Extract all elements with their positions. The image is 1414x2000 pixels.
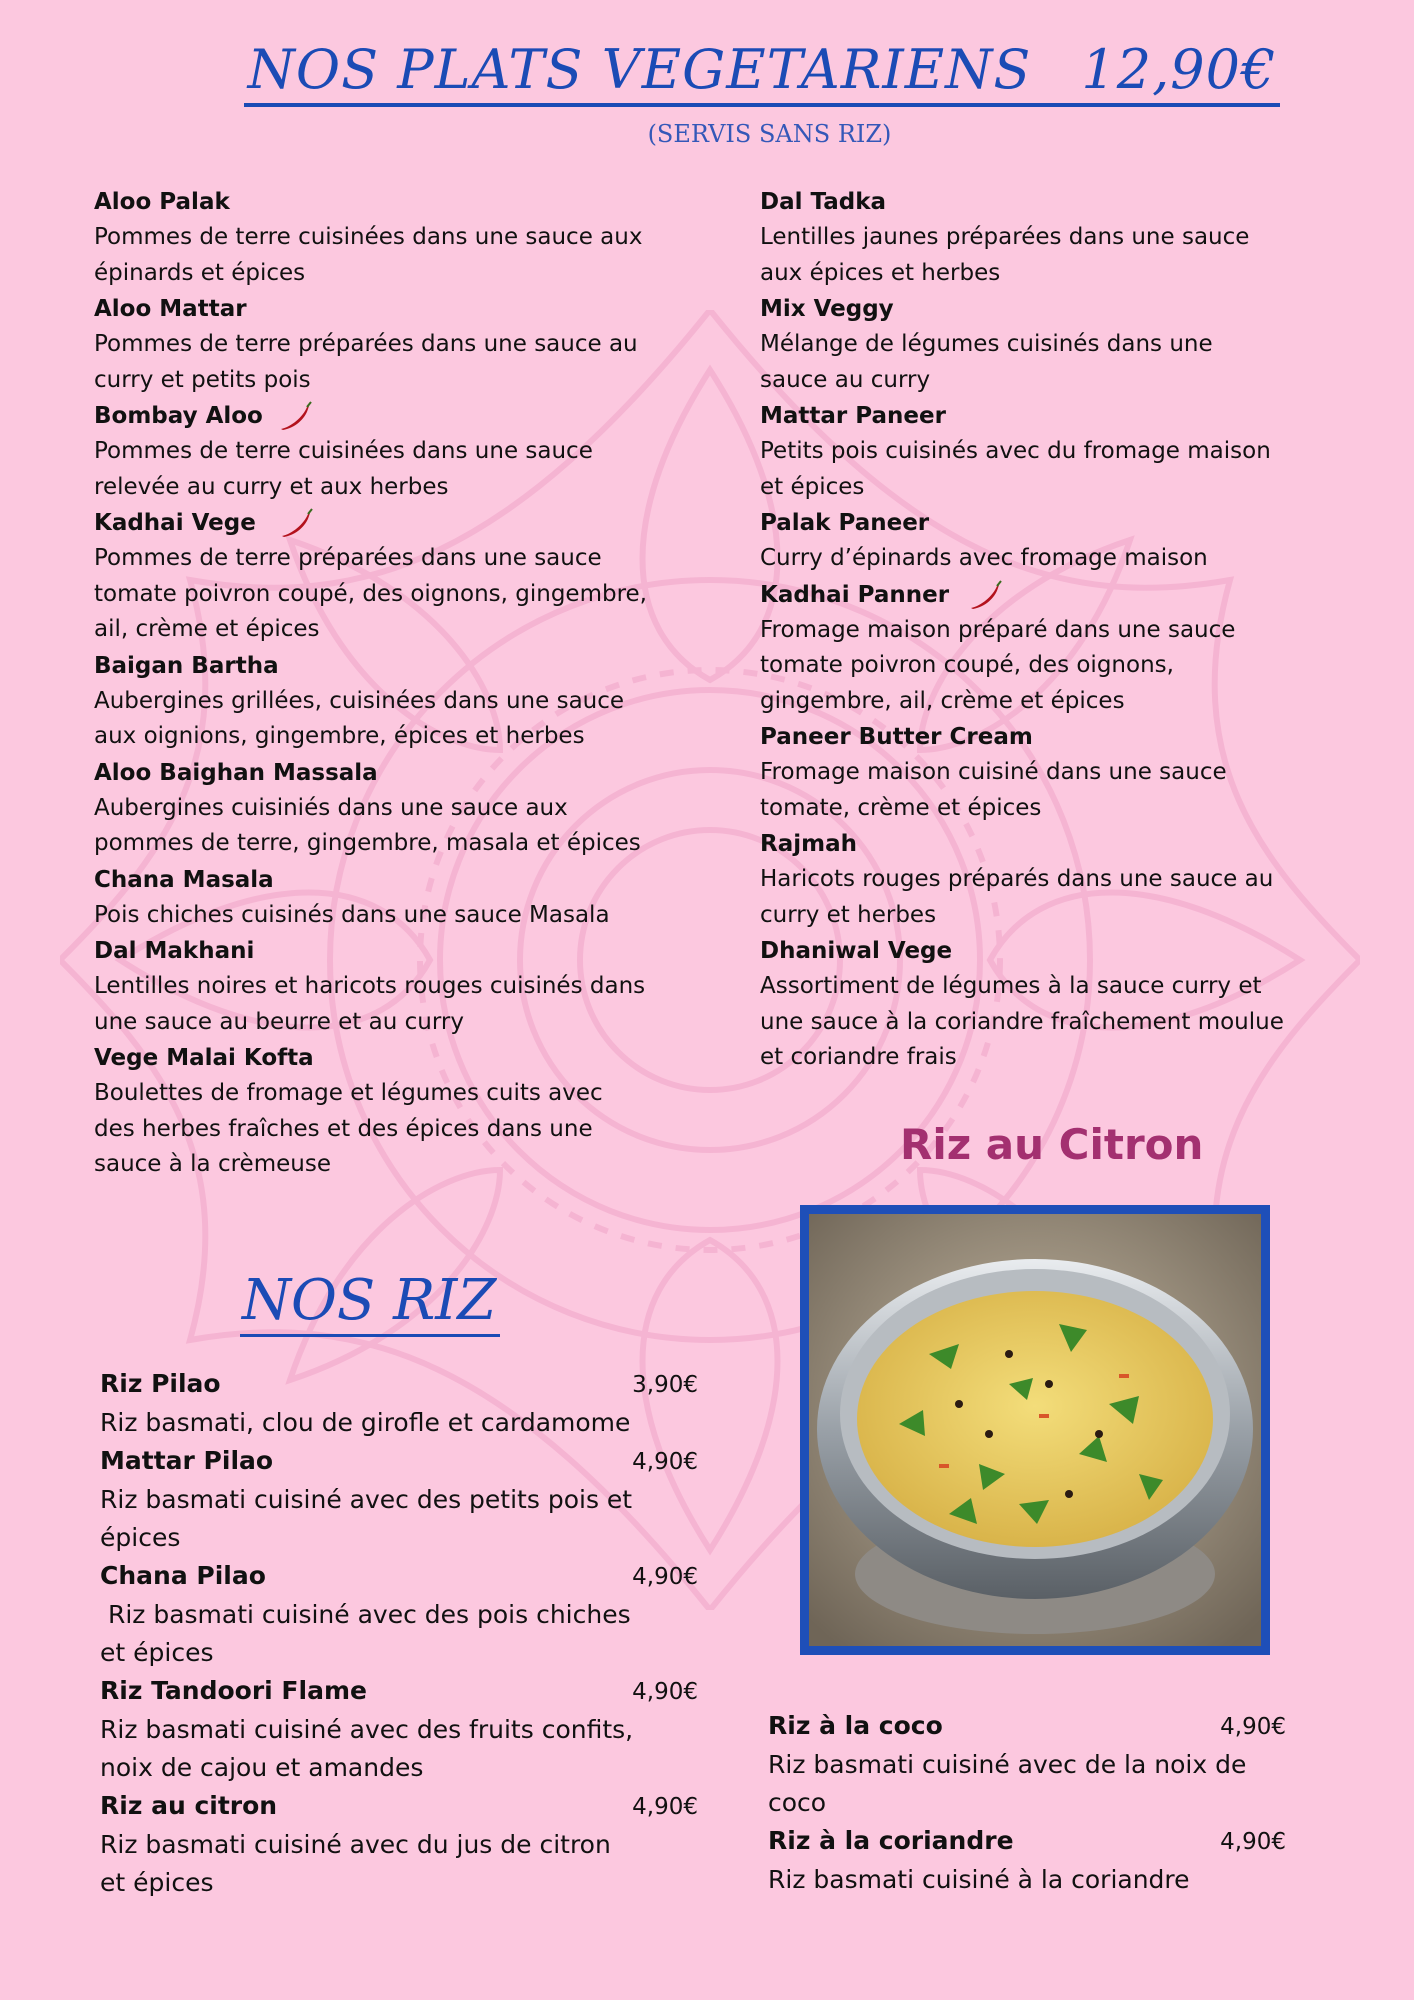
rice-name: Mattar Pilao (100, 1446, 274, 1475)
rice-price: 4,90€ (632, 1449, 698, 1475)
dish-item (94, 755, 694, 862)
feature-title: Riz au Citron (900, 1120, 1204, 1169)
dish-name (94, 862, 694, 898)
dish-item (760, 933, 1300, 1076)
dish-item (760, 505, 1300, 577)
dish-name (760, 933, 1300, 969)
rice-item (100, 1365, 700, 1442)
rice-item (768, 1707, 1288, 1822)
rice-item (100, 1787, 700, 1902)
dish-item (760, 719, 1300, 826)
rice-desc-line: Riz basmati cuisiné avec des petits pois et (100, 1485, 633, 1514)
dish-desc-line: ail, crème et épices (94, 616, 320, 642)
dish-desc-line: Assortiment de légumes à la sauce curry et (760, 973, 1262, 999)
dish-name (760, 826, 1300, 862)
dish-name-text: Chana Masala (94, 866, 274, 893)
dish-item (760, 826, 1300, 933)
dish-name (760, 719, 1300, 755)
dish-item (94, 862, 694, 934)
dish-desc-line: une sauce au beurre et au curry (94, 1008, 464, 1035)
dish-desc-line: Fromage maison cuisiné dans une sauce (760, 759, 1227, 785)
dish-desc-line: Petits pois cuisinés avec du fromage maison (760, 438, 1271, 464)
dish-desc-line: Aubergines cuisiniés dans une sauce aux (94, 794, 568, 821)
dish-name (94, 291, 694, 327)
dish-desc-line: curry et petits pois (94, 366, 311, 393)
dish-desc-line: sauce à la crèmeuse (94, 1151, 331, 1177)
right-dish-column (760, 184, 1300, 1076)
chili-pepper-icon (277, 401, 313, 431)
dish-name-text: Aloo Mattar (94, 296, 247, 322)
rice-desc-line: Riz basmati cuisiné à la coriandre (768, 1865, 1190, 1894)
dish-description (760, 969, 1300, 1076)
dish-name (760, 291, 1300, 327)
dish-desc-line: Pommes de terre cuisinées dans une sauce (94, 438, 593, 464)
dish-name-text: Baigan Bartha (94, 652, 279, 679)
dish-desc-line: aux oignions, gingembre, épices et herbes (94, 723, 585, 749)
rice-price: 4,90€ (632, 1679, 698, 1705)
page-title (244, 38, 1281, 107)
dish-description (94, 898, 694, 934)
header (0, 38, 1414, 107)
dish-desc-line: une sauce à la coriandre fraîchement moulue (760, 1008, 1284, 1035)
rice-desc-line: Riz basmati cuisiné avec des fruits confits, (100, 1715, 634, 1744)
dish-description (94, 541, 694, 648)
dish-desc-line: des herbes fraîches et des épices dans une (94, 1115, 593, 1142)
rice-photo (800, 1205, 1270, 1655)
rice-desc-line: noix de cajou et amandes (100, 1753, 424, 1782)
rice-item (100, 1557, 700, 1672)
dish-desc-line: Pommes de terre cuisinées dans une sauce aux (94, 224, 643, 250)
dish-name-text: Aloo Baighan Massala (94, 759, 378, 786)
dish-desc-line: Lentilles noires et haricots rouges cuisinés dans (94, 973, 646, 999)
rice-desc-line: Riz basmati cuisiné avec des pois chiches (100, 1600, 631, 1629)
rice-price: 3,90€ (632, 1372, 698, 1398)
dish-item (760, 398, 1300, 505)
dish-desc-line: Pommes de terre préparées dans une sauce au (94, 331, 638, 357)
dish-description (94, 220, 694, 291)
dish-name (760, 577, 1300, 613)
dish-desc-line: aux épices et herbes (760, 259, 1001, 286)
dish-desc-line: gingembre, ail, crème et épices (760, 687, 1125, 714)
rice-name: Riz Tandoori Flame (100, 1676, 367, 1705)
dish-item (94, 505, 694, 648)
dish-description (760, 434, 1300, 505)
dish-name (94, 398, 694, 434)
rice-desc-line: et épices (100, 1868, 214, 1897)
dish-description (760, 541, 1300, 577)
dish-name (760, 184, 1300, 220)
dish-desc-line: Aubergines grillées, cuisinées dans une sauce (94, 687, 625, 714)
dish-desc-line: Boulettes de fromage et légumes cuits avec (94, 1080, 603, 1106)
dish-item (94, 933, 694, 1040)
rice-desc-line: épices (100, 1523, 181, 1552)
dish-item (94, 648, 694, 755)
rice-price: 4,90€ (1220, 1714, 1286, 1740)
rice-price: 4,90€ (1220, 1829, 1286, 1855)
dish-name-text: Dhaniwal Vege (760, 938, 953, 964)
dish-name-text: Vege Malai Kofta (94, 1045, 314, 1071)
dish-desc-line: tomate poivron coupé, des oignons, (760, 652, 1174, 678)
rice-desc-line: Riz basmati cuisiné avec du jus de citron (100, 1830, 611, 1859)
dish-name-text: Rajmah (760, 831, 857, 857)
rice-price: 4,90€ (632, 1564, 698, 1590)
rice-name: Riz au citron (100, 1791, 278, 1820)
dish-desc-line: tomate poivron coupé, des oignons, gingembre, (94, 580, 647, 607)
dish-name (94, 648, 694, 684)
dish-item (94, 1040, 694, 1183)
dish-desc-line: Curry d’épinards avec fromage maison (760, 545, 1208, 571)
rice-name: Riz à la coco (768, 1711, 943, 1740)
rice-desc-line: et épices (100, 1638, 214, 1667)
dish-description (760, 755, 1300, 826)
dish-item (94, 291, 694, 398)
rice-name: Chana Pilao (100, 1561, 266, 1590)
dish-description (94, 434, 694, 505)
dish-description (760, 220, 1300, 291)
rice-section-title: NOS RIZ (240, 1268, 500, 1337)
left-dish-column (94, 184, 694, 1183)
title-text: NOS PLATS VEGETARIENS (247, 38, 1032, 101)
dish-item (760, 184, 1300, 291)
dish-desc-line: curry et herbes (760, 901, 937, 928)
dish-desc-line: Mélange de légumes cuisinés dans une (760, 331, 1213, 357)
dish-name (94, 184, 694, 220)
chili-pepper-icon (967, 580, 1003, 610)
dish-desc-line: et coriandre frais (760, 1044, 957, 1070)
dish-description (94, 327, 694, 398)
dish-name-text: Palak Paneer (760, 510, 930, 536)
dish-item (94, 398, 694, 505)
dish-description (94, 684, 694, 755)
rice-bowl-illustration (809, 1214, 1261, 1646)
dish-item (760, 577, 1300, 720)
page-subtitle: (SERVIS SANS RIZ) (647, 120, 892, 148)
dish-description (760, 862, 1300, 933)
dish-desc-line: Haricots rouges préparés dans une sauce au (760, 866, 1274, 892)
dish-name-text: Dal Makhani (94, 938, 255, 964)
dish-desc-line: tomate, crème et épices (760, 794, 1042, 821)
rice-price: 4,90€ (632, 1794, 698, 1820)
dish-name-text: Kadhai Vege (94, 510, 256, 536)
rice-item (100, 1672, 700, 1787)
dish-desc-line: épinards et épices (94, 259, 306, 286)
dish-item (760, 291, 1300, 398)
dish-name (94, 505, 694, 541)
dish-name-text: Mattar Paneer (760, 403, 946, 429)
dish-name (94, 1040, 694, 1076)
dish-name (760, 398, 1300, 434)
title-price: 12,90€ (1081, 38, 1277, 101)
dish-name (94, 755, 694, 791)
rice-desc-line: Riz basmati, clou de girofle et cardamome (100, 1408, 631, 1437)
dish-desc-line: pommes de terre, gingembre, masala et épices (94, 830, 641, 856)
rice-item (100, 1442, 700, 1557)
dish-name (94, 933, 694, 969)
dish-name-text: Kadhai Panner (760, 581, 950, 608)
dish-description (760, 613, 1300, 720)
dish-desc-line: sauce au curry (760, 366, 931, 393)
dish-name-text: Paneer Butter Cream (760, 724, 1033, 750)
dish-name-text: Bombay Aloo (94, 403, 263, 429)
dish-desc-line: Lentilles jaunes préparées dans une sauce (760, 224, 1250, 250)
rice-list-right (768, 1707, 1288, 1899)
dish-name-text: Dal Tadka (760, 189, 887, 215)
rice-desc-line: Riz basmati cuisiné avec de la noix de (768, 1750, 1247, 1779)
dish-description (94, 969, 694, 1040)
rice-name: Riz à la coriandre (768, 1826, 1014, 1855)
dish-description (760, 327, 1300, 398)
rice-desc-line: coco (768, 1788, 827, 1817)
rice-name: Riz Pilao (100, 1369, 221, 1398)
dish-desc-line: Pois chiches cuisinés dans une sauce Masala (94, 901, 610, 928)
dish-name-text: Aloo Palak (94, 189, 230, 215)
rice-item (768, 1822, 1288, 1899)
dish-name-text: Mix Veggy (760, 296, 894, 322)
rice-list-left (100, 1365, 700, 1902)
dish-desc-line: Pommes de terre préparées dans une sauce (94, 545, 602, 571)
dish-item (94, 184, 694, 291)
dish-desc-line: et épices (760, 473, 865, 500)
dish-description (94, 791, 694, 862)
dish-desc-line: relevée au curry et aux herbes (94, 473, 449, 500)
dish-description (94, 1076, 694, 1183)
chili-pepper-icon (278, 508, 314, 538)
dish-desc-line: Fromage maison préparé dans une sauce (760, 616, 1236, 643)
dish-name (760, 505, 1300, 541)
